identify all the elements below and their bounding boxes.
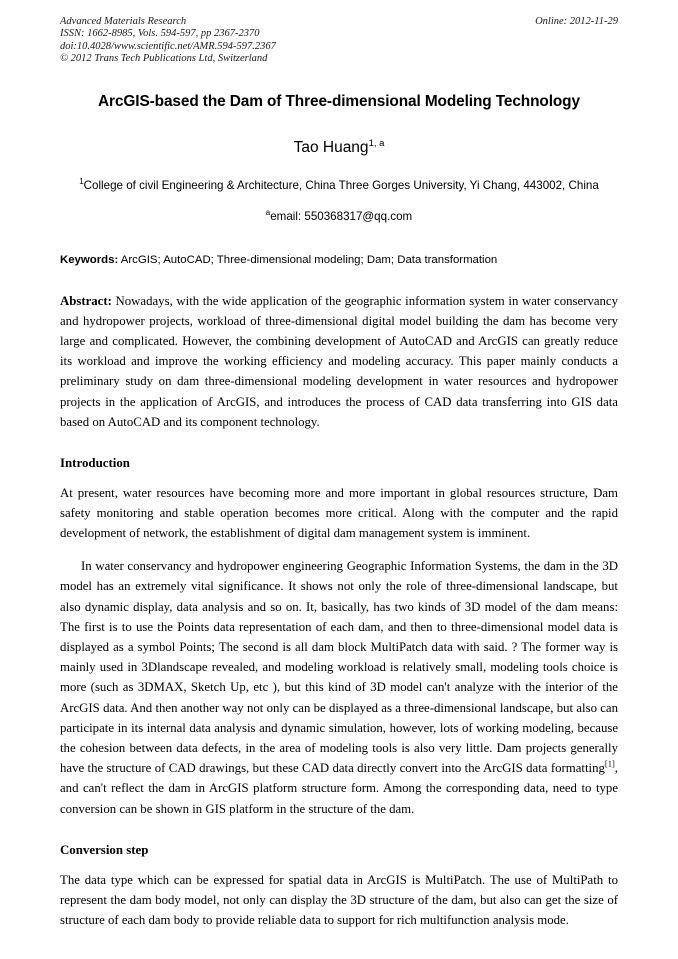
abstract-text: Nowadays, with the wide application of the geographic information system in water conservancy and hydropower projects, workload of three-dimensional digital model building the dam has become very large and complicated. However, the combining development of AutoCAD and ArcGIS can greatly reduce its workload and improve the working efficiency and modeling accuracy. This paper mainly conducts a preliminary study on dam three-dimensional modeling development in water resources and hydropower projects in the application of ArcGIS, and introduces the process of CAD data transferring into GIS data based on AutoCAD and its component technology. (60, 293, 619, 429)
abstract-label: Abstract: (60, 293, 112, 308)
email-line (60, 208, 618, 226)
affiliation-text: College of civil Engineering & Architecture, China Three Gorges University, Yi Chang, 443002, China (83, 178, 599, 192)
doi-line: doi:10.4028/www.scientific.net/AMR.594-597.2367 (60, 40, 276, 52)
keywords-value: ArcGIS; AutoCAD; Three-dimensional modeling; Dam; Data transformation (120, 253, 498, 266)
introduction-paragraph-2 (60, 556, 618, 819)
introduction-paragraph-1: At present, water resources have becoming more and more important in global resources structure, Dam safety monitoring and stable operation becomes more critical. Along with the computer and the rapid development of network, the establishment of digital dam management system is imminent. (60, 485, 618, 541)
citation-reference-1: [1] (604, 758, 615, 769)
paper-title: ArcGIS-based the Dam of Three-dimensional Modeling Technology (98, 92, 580, 110)
introduction-paragraph-2-part1: In water conservancy and hydropower engineering Geographic Information Systems, the dam in the 3D model has an extremely vital significance. It shows not only the role of three-dimensional landscape, but also dynamic display, data analysis and so on. It, basically, has two kinds of 3D model of the dam means: The first is to use the Points data representation of each dam, and then to three-dimensional model data is displayed as a symbol Points; The second is all dam block MultiPatch data with said. ? The former way is mainly used in 3Dlandscape revealed, and modeling workload is relatively small, modeling tools choice is more (such as 3DMAX, Sketch Up, etc ), but this kind of 3D model can't analyze with the interior of the ArcGIS data. And then another way not only can be displayed as a three-dimensional landscape, but also can participate in its internal data analysis and dynamic simulation, however, lots of working modeling, because the cohesion between data defects, in the area of modeling tools is also very little. Dam projects generally have the structure of CAD drawings, but these CAD data directly convert into the ArcGIS data formatting (60, 559, 618, 776)
introduction-paragraph-2-part2: , and can't reflect the dam in ArcGIS platform structure form. Among the corresponding data, need to type conversion can be shown in GIS platform in the structure of the dam. (60, 761, 618, 816)
email-text: email: 550368317@qq.com (270, 209, 413, 223)
section-heading-conversion-step: Conversion step (60, 842, 149, 857)
masthead-left-block (60, 16, 480, 66)
copyright-line: © 2012 Trans Tech Publications Ltd, Switzerland (60, 53, 268, 65)
author-line (60, 138, 618, 158)
author-name: Tao Huang (293, 138, 369, 156)
conversion-step-paragraph-1: The data type which can be expressed for spatial data in ArcGIS is MultiPatch. The use of MultiPath to represent the dam body model, not only can display the 3D structure of the dam, but also can get the size of structure of each dam body to provide reliable data to support for rich multifunction analysis mode. (60, 872, 618, 927)
keywords-label: Keywords: (60, 253, 119, 266)
issn-line: ISSN: 1662-8985, Vols. 594-597, pp 2367-2370 (60, 28, 260, 40)
email-marker: a (265, 207, 271, 217)
affiliation-marker: 1 (79, 176, 84, 186)
section-heading-introduction: Introduction (60, 456, 130, 471)
keywords-line (60, 252, 618, 269)
online-date: Online: 2012-11-29 (535, 16, 618, 27)
journal-masthead (60, 16, 618, 66)
affiliation-line (60, 176, 618, 196)
journal-name: Advanced Materials Research (60, 16, 187, 27)
author-superscript: 1, a (368, 137, 385, 149)
abstract-block (60, 291, 618, 432)
